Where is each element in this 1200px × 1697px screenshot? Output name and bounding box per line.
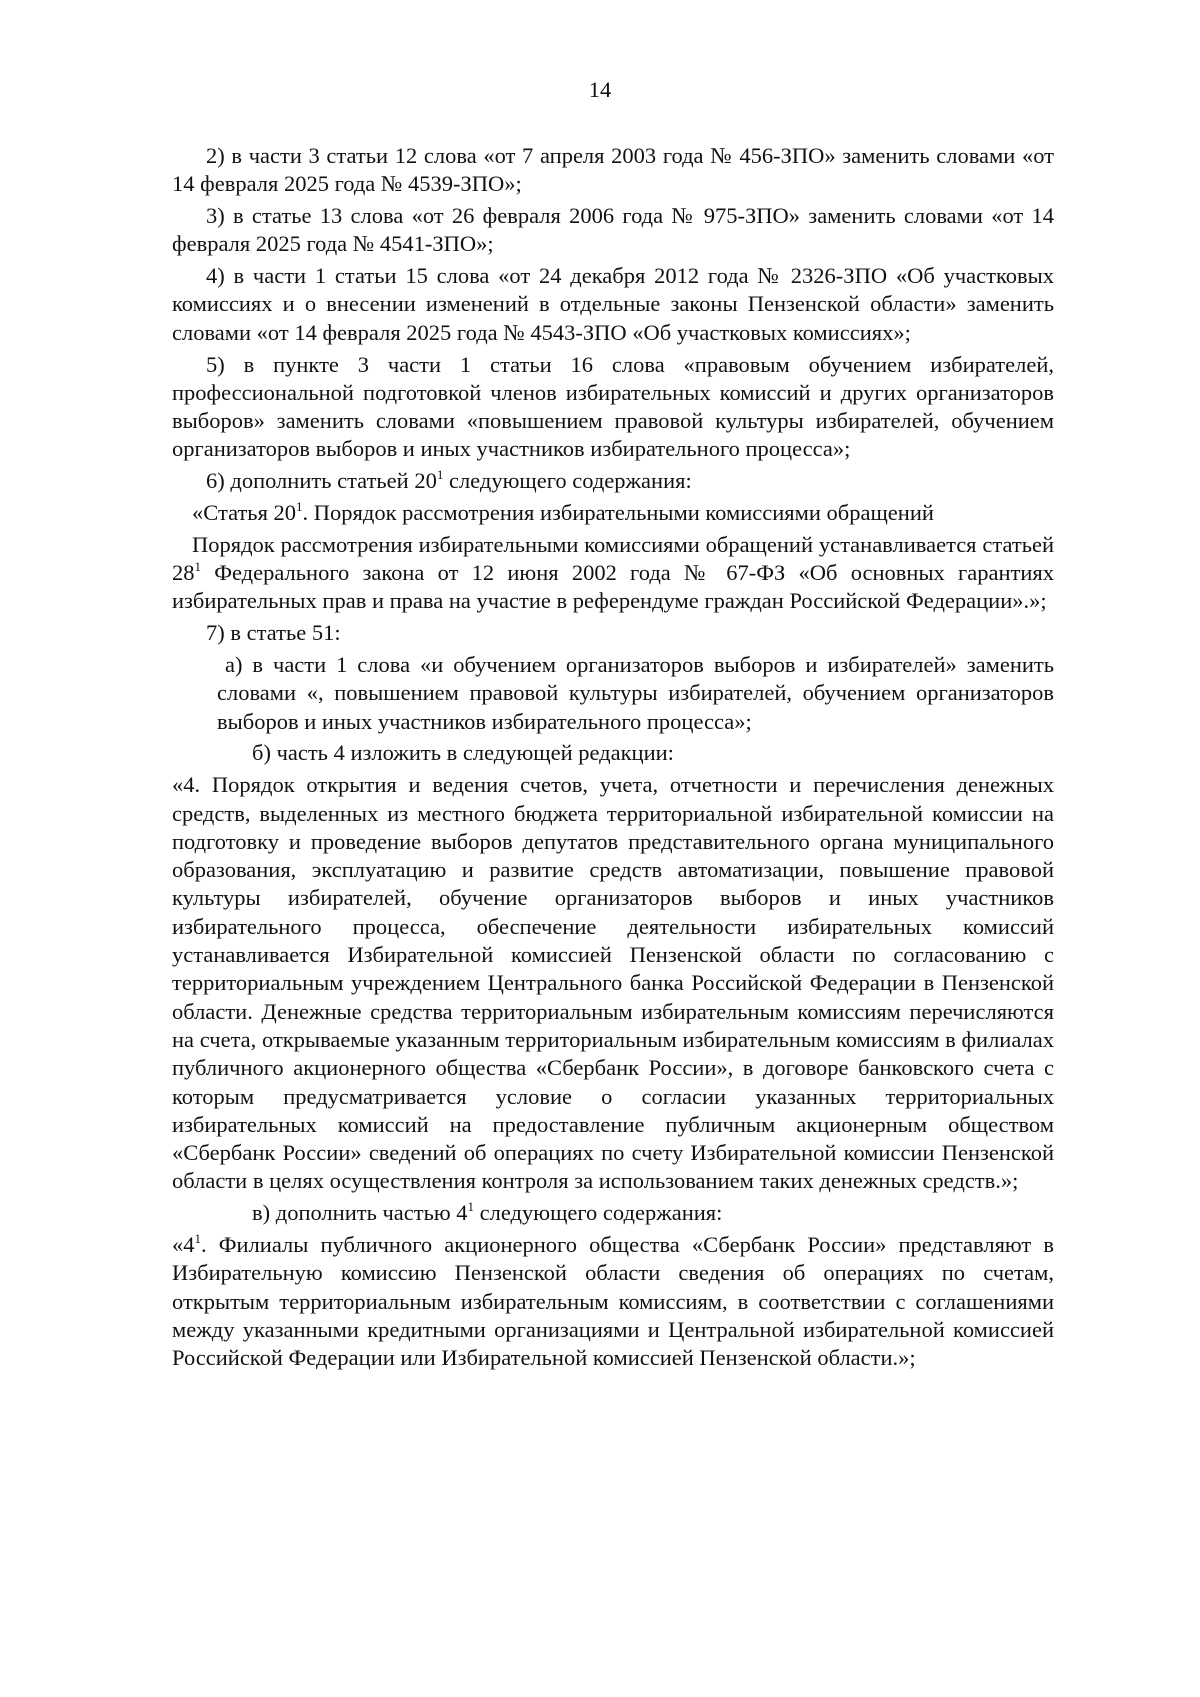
item-6: [172, 467, 1054, 495]
item-5: 5) в пункте 3 части 1 статьи 16 слова «правовым обучением избирателей, профессиональной подготовкой членов избирательных комиссий и других организаторов выборов» заменить словами «повышением правовой культуры избирателей, обучением организаторов выборов и иных участников избирательного процесса»;: [172, 351, 1054, 462]
article-heading-text: «Статья 20: [192, 500, 297, 526]
article-text: [172, 531, 1054, 616]
article-text-end: Федерального закона от 12 июня 2002 года № 67-ФЗ «Об основных гарантиях избирательных прав и права на участие в референдуме граждан Российской Федерации».»;: [172, 560, 1054, 614]
part-4-1-end: . Филиалы публичного акционерного общества «Сбербанк России» представляют в Избирательную комиссию Пензенской области сведения об операциях по счетам, открытым территориальным избирательным комиссиям, в соответствии с соглашениями между указанными кредитными организациями и Центральной избирательной комиссией Российской Федерации или Избирательной комиссией Пензенской области.»;: [172, 1231, 1054, 1371]
article-heading-title: . Порядок рассмотрения избирательными комиссиями обращений: [302, 500, 934, 526]
article-text-start: Порядок рассмотрения избирательными комиссиями обращений устанавливается статьей 28: [172, 531, 1054, 586]
item-7: 7) в статье 51:: [206, 620, 341, 646]
item-6-text-end: следующего содержания:: [443, 468, 692, 494]
item-6-superscript: 1: [436, 467, 444, 483]
part-4-1-start: «4: [172, 1231, 195, 1257]
item-7c: [172, 1199, 1054, 1227]
item-7c-text: в) дополнить частью 4: [252, 1200, 468, 1226]
item-6-text: 6) дополнить статьей 20: [206, 468, 437, 494]
page-number: 14: [588, 77, 612, 102]
item-7c-superscript: 1: [467, 1199, 475, 1215]
article-heading-superscript: 1: [296, 499, 303, 515]
item-7a: а) в части 1 слова «и обучением организаторов выборов и избирателей» заменить словами «, повышением правовой культуры избирателей, обучением организаторов выборов и иных участников избирательного процесса»;: [217, 652, 1054, 734]
part-4-1-text: [172, 1231, 1054, 1372]
item-4: 4) в части 1 статьи 15 слова «от 24 декабря 2012 года № 2326-ЗПО «Об участковых комиссиях и о внесении изменений в отдельные законы Пензенской области» заменить словами «от 14 февраля 2025 года № 4543-ЗПО «Об участковых комиссиях»;: [172, 263, 1054, 345]
item-7c-text-end: следующего содержания:: [474, 1200, 723, 1226]
article-heading: [172, 499, 1054, 527]
item-3: 3) в статье 13 слова «от 26 февраля 2006 года № 975-ЗПО» заменить словами «от 14 февраля 2025 года № 4541-ЗПО»;: [172, 203, 1054, 257]
item-7b: б) часть 4 изложить в следующей редакции:: [252, 740, 674, 766]
article-text-superscript: 1: [194, 559, 201, 575]
part-4-1-superscript: 1: [194, 1230, 201, 1246]
document-body: [172, 142, 1054, 1376]
item-2: 2) в части 3 статьи 12 слова «от 7 апреля 2003 года № 456-ЗПО» заменить словами «от 14 февраля 2025 года № 4539-ЗПО»;: [172, 143, 1054, 197]
part-4-text: «4. Порядок открытия и ведения счетов, учета, отчетности и перечисления денежных средств, выделенных из местного бюджета территориальной избирательной комиссии на подготовку и проведение выборов депутатов представительного органа муниципального образования, эксплуатацию и развитие средств автоматизации, повышение правовой культуры избирателей, обучение организаторов выборов и иных участников избирательного процесса, обеспечение деятельности избирательных комиссий устанавливается Избирательной комиссией Пензенской области по согласованию с территориальным учреждением Центрального банка Российской Федерации в Пензенской области. Денежные средства территориальным избирательным комиссиям перечисляются на счета, открываемые указанным территориальным избирательным комиссиям в филиалах публичного акционерного общества «Сбербанк России», в договоре банковского счета с которым предусматривается условие о согласии указанных территориальных избирательных комиссий на предоставление публичным акционерным обществом «Сбербанк России» сведений об операциях по счету Избирательной комиссии Пензенской области в целях осуществления контроля за использованием таких денежных средств.»;: [172, 772, 1054, 1194]
